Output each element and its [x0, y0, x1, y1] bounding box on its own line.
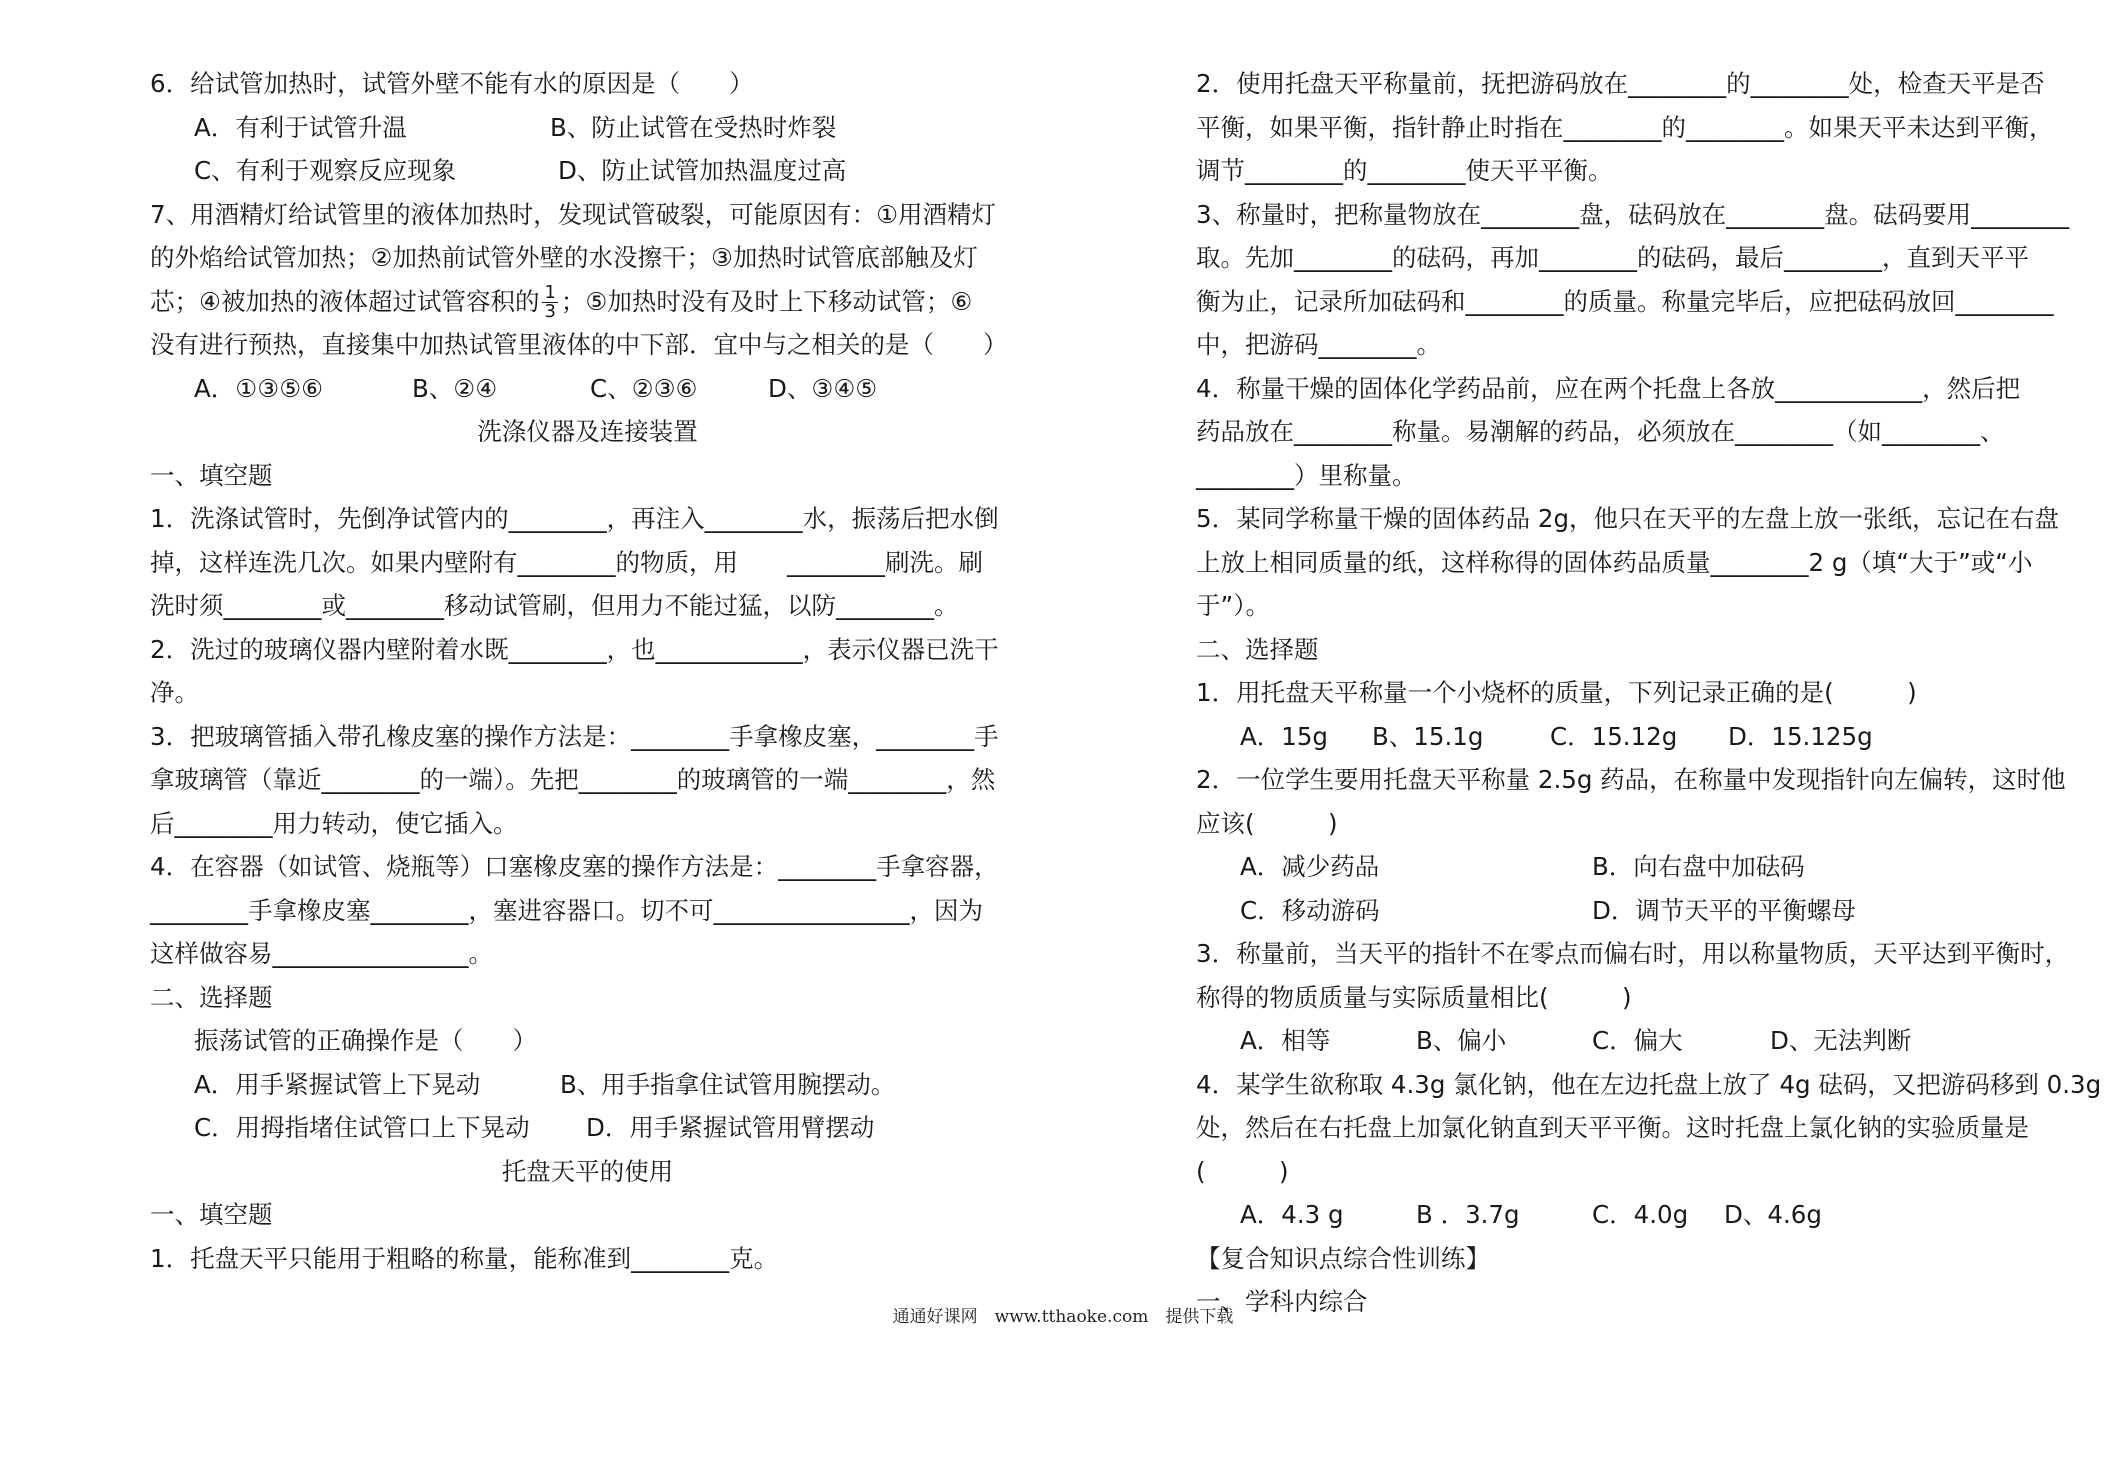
s4-line3: ( ) — [1196, 1156, 1289, 1186]
fill-heading-1: 一、填空题 — [150, 460, 273, 490]
w2-line2: 净。 — [150, 678, 199, 707]
q6-option-c: C、有利于观察反应现象 — [194, 156, 457, 185]
w4-line1: 4．在容器（如试管、烧瓶等）口塞橡皮塞的操作方法是：________手拿容器， — [150, 852, 999, 881]
b2-line2: 平衡，如果平衡，指针静止时指在________的________。如果天平未达到平衡， — [1196, 112, 2054, 142]
s1-option-c: C．15.12g — [1550, 721, 1678, 751]
b4-line2: 药品放在________称量。易潮解的药品，必须放在________（如________、 — [1196, 417, 2005, 446]
b3-line2: 取。先加________的砝码，再加________的砝码，最后________，直到天平平 — [1196, 243, 2029, 272]
fraction-denominator: 3 — [544, 301, 556, 322]
q7-option-b: B、②④ — [412, 373, 498, 403]
w2-line1: 2．洗过的玻璃仪器内壁附着水既________，也____________，表示仪器已洗干 — [150, 634, 999, 664]
s3-line1: 3．称量前，当天平的指针不在零点而偏右时，用以称量物质，天平达到平衡时， — [1196, 939, 2070, 968]
b5-line2: 上放上相同质量的纸，这样称得的固体药品质量________2 g（填“大于”或“小 — [1196, 547, 2033, 577]
choice-option-d: D．用手紧握试管用臂摆动 — [586, 1113, 875, 1142]
q6-options-row1 — [150, 106, 1025, 150]
q7-line2: 的外焰给试管加热；②加热前试管外壁的水没擦干；③加热时试管底部触及灯 — [150, 243, 978, 272]
s2-options-row2 — [1196, 889, 2068, 933]
composite-heading: 【复合知识点综合性训练】 — [1196, 1243, 1490, 1273]
page-footer: 通通好课网 www.tthaoke.com 提供下载 — [892, 1307, 1234, 1327]
q6-option-a: A．有利于试管升温 — [194, 112, 407, 142]
choice-options-row1 — [150, 1063, 1025, 1107]
q7-line3-part2: ；⑤加热时没有及时上下移动试管；⑥ — [560, 286, 973, 316]
s4-option-a: A．4.3 g — [1240, 1200, 1344, 1229]
s4-option-d: D、4.6g — [1724, 1200, 1822, 1229]
b4-line1: 4．称量干燥的固体化学药品前，应在两个托盘上各放____________，然后把 — [1196, 373, 2021, 403]
section-title-balance: 托盘天平的使用 — [501, 1156, 674, 1186]
choice-option-b: B、用手指拿住试管用腕摆动。 — [560, 1069, 896, 1099]
choice-heading-2: 二、选择题 — [1196, 634, 1319, 664]
b2-line1: 2．使用托盘天平称量前，抚把游码放在________的________处，检查天平是否 — [1196, 69, 2045, 98]
q7-line3 — [150, 280, 1025, 324]
w3-line3: 后________用力转动，使它插入。 — [150, 808, 518, 838]
s3-options — [1196, 1019, 2068, 1063]
w4-line3: 这样做容易________________。 — [150, 939, 493, 968]
s3-line2: 称得的物质质量与实际质量相比( ) — [1196, 982, 1632, 1012]
section-title-washing: 洗涤仪器及连接装置 — [477, 417, 698, 446]
b3-line3: 衡为止，记录所加砝码和________的质量。称量完毕后，应把砝码放回________ — [1196, 286, 2054, 316]
w4-line2: ________手拿橡皮塞________，塞进容器口。切不可________________，因为 — [150, 895, 983, 925]
s1-option-a: A．15g — [1240, 721, 1328, 751]
choice-option-a: A．用手紧握试管上下晃动 — [194, 1069, 481, 1099]
q7-option-a: A．①③⑤⑥ — [194, 373, 324, 403]
s2-option-b: B．向右盘中加砝码 — [1592, 852, 1805, 881]
s1-stem: 1．用托盘天平称量一个小烧杯的质量，下列记录正确的是( ) — [1196, 678, 1917, 707]
s2-line2: 应该( ) — [1196, 808, 1338, 838]
w3-line1: 3．把玻璃管插入带孔橡皮塞的操作方法是：________手拿橡皮塞，________手 — [150, 721, 999, 751]
q7-option-c: C、②③⑥ — [590, 373, 698, 403]
q6-option-d: D、防止试管加热温度过高 — [558, 156, 847, 185]
s4-options — [1196, 1193, 2068, 1237]
b1-line: 1．托盘天平只能用于粗略的称量，能称准到________克。 — [150, 1243, 779, 1273]
w3-line2: 拿玻璃管（靠近________的一端）。先把________的玻璃管的一端________，然 — [150, 765, 996, 794]
s3-option-d: D、无法判断 — [1770, 1026, 1912, 1055]
choice-options-row2 — [150, 1106, 1025, 1150]
b2-line3: 调节________的________使天平平衡。 — [1196, 156, 1613, 185]
fraction-one-third — [542, 284, 557, 321]
q6-option-b: B、防止试管在受热时炸裂 — [550, 112, 837, 142]
choice-option-c: C．用拇指堵住试管口上下晃动 — [194, 1113, 530, 1142]
s4-line1: 4．某学生欲称取 4.3g 氯化钠，他在左边托盘上放了 4g 砝码，又把游码移到 0.3g — [1196, 1069, 2102, 1099]
s1-option-b: B、15.1g — [1372, 721, 1484, 751]
fill-heading-2: 一、填空题 — [150, 1200, 273, 1229]
b4-line3: ________）里称量。 — [1196, 460, 1417, 490]
b3-line4: 中，把游码________。 — [1196, 330, 1441, 359]
choice-heading-1: 二、选择题 — [150, 982, 273, 1012]
w1-line3: 洗时须________或________移动试管刷，但用力不能过猛，以防________。 — [150, 591, 959, 620]
s2-line1: 2．一位学生要用托盘天平称量 2.5g 药品，在称量中发现指针向左偏转，这时他 — [1196, 765, 2066, 794]
q7-options — [150, 367, 1025, 411]
s3-option-c: C．偏大 — [1592, 1026, 1683, 1055]
q7-option-d: D、③④⑤ — [768, 373, 878, 403]
s4-option-c: C．4.0g — [1592, 1200, 1689, 1229]
s2-options-row1 — [1196, 845, 2068, 889]
w1-line1: 1．洗涤试管时，先倒净试管内的________，再注入________水，振荡后把水倒 — [150, 504, 999, 533]
b3-line1: 3、称量时，把称量物放在________盘，砝码放在________盘。砝码要用________ — [1196, 199, 2070, 229]
b5-line3: 于”）。 — [1196, 591, 1270, 620]
q6-stem: 6．给试管加热时，试管外壁不能有水的原因是（ ） — [150, 69, 754, 98]
s4-option-b: B ．3.7g — [1416, 1200, 1520, 1229]
s3-option-b: B、偏小 — [1416, 1026, 1507, 1055]
w1-line2: 掉，这样连洗几次。如果内壁附有________的物质，用 ________刷洗。刷 — [150, 547, 983, 577]
q7-line1: 7、用酒精灯给试管里的液体加热时，发现试管破裂，可能原因有：①用酒精灯 — [150, 199, 997, 229]
left-column — [150, 62, 1025, 1280]
q7-line3-part1: 芯；④被加热的液体超过试管容积的 — [150, 286, 540, 316]
s4-line2: 处，然后在右托盘上加氯化钠直到天平平衡。这时托盘上氯化钠的实验质量是 — [1196, 1113, 2029, 1142]
fraction-numerator: 1 — [544, 282, 556, 303]
q7-line4: 没有进行预热，直接集中加热试管里液体的中下部．宜中与之相关的是（ ） — [150, 330, 1008, 359]
q6-options-row2 — [150, 149, 1025, 193]
choice-stem: 振荡试管的正确操作是（ ） — [194, 1026, 537, 1055]
right-column — [1196, 62, 2102, 1324]
s2-option-a: A．减少药品 — [1240, 852, 1380, 881]
composite-subheading: 一、学科内综合 — [1196, 1287, 1368, 1316]
s2-option-c: C．移动游码 — [1240, 895, 1380, 925]
s2-option-d: D．调节天平的平衡螺母 — [1592, 895, 1856, 925]
b5-line1: 5．某同学称量干燥的固体药品 2g，他只在天平的左盘上放一张纸，忘记在右盘 — [1196, 504, 2060, 533]
s1-options — [1196, 715, 2068, 759]
s1-option-d: D．15.125g — [1728, 721, 1873, 751]
s3-option-a: A．相等 — [1240, 1026, 1331, 1055]
